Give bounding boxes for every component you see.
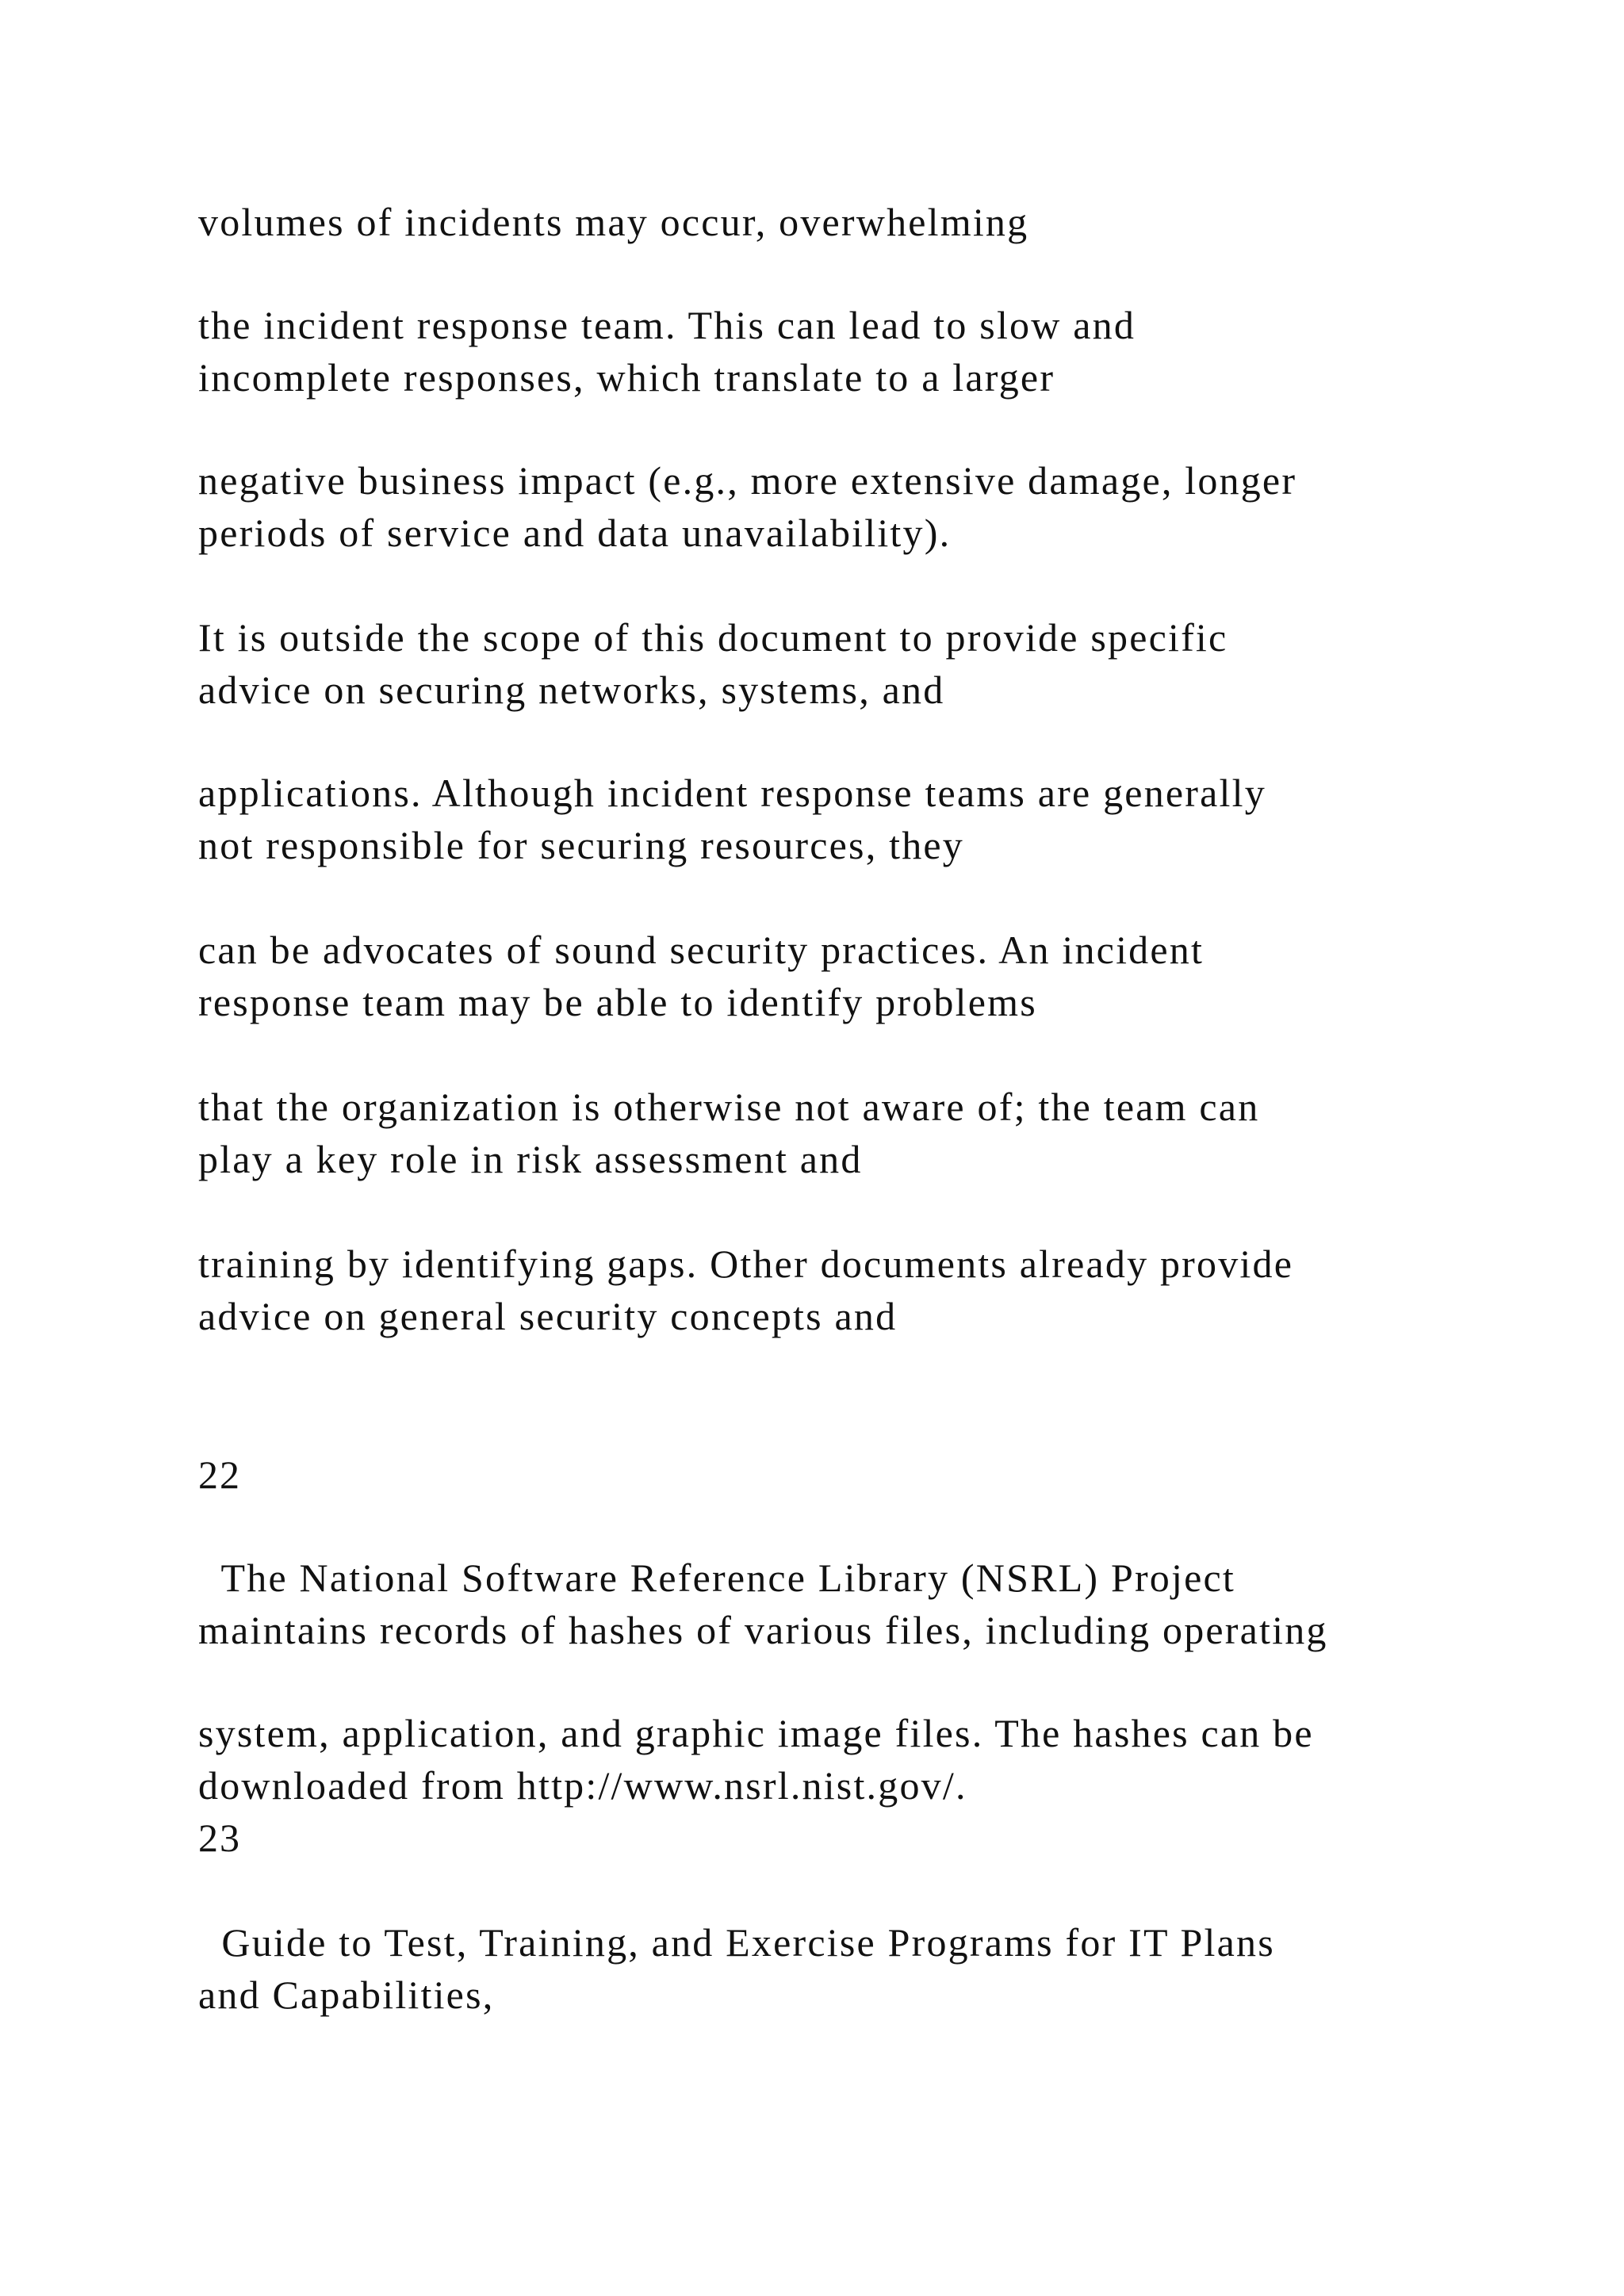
body-text-line: that the organization is otherwise not aware of; the team can [198, 1085, 1260, 1129]
body-text-line: advice on securing networks, systems, and [198, 668, 945, 712]
body-text-line: play a key role in risk assessment and [198, 1137, 863, 1181]
body-text-line: the incident response team. This can lead to slow and [198, 303, 1136, 347]
body-text-line: not responsible for securing resources, they [198, 823, 964, 867]
footnote-text-line: Guide to Test, Training, and Exercise Programs for IT Plans [198, 1920, 1275, 1965]
body-text-line: can be advocates of sound security practices. An incident [198, 928, 1205, 972]
body-text-line: It is outside the scope of this document to provide specific [198, 615, 1228, 660]
footnote-text-line: and Capabilities, [198, 1973, 495, 2017]
body-text-line: volumes of incidents may occur, overwhelming [198, 200, 1029, 244]
body-text-line: advice on general security concepts and [198, 1294, 898, 1338]
body-text-line: incomplete responses, which translate to a larger [198, 355, 1055, 400]
body-text-line: periods of service and data unavailability). [198, 511, 952, 555]
footnote-text-line: downloaded from http://www.nsrl.nist.gov/. [198, 1763, 967, 1808]
footnote-number: 22 [198, 1452, 241, 1497]
body-text-line: negative business impact (e.g., more extensive damage, longer [198, 458, 1297, 503]
footnote-text-line: maintains records of hashes of various files, including operating [198, 1608, 1328, 1652]
footnote-text-line: The National Software Reference Library (NSRL) Project [198, 1556, 1235, 1600]
body-text-line: applications. Although incident response teams are generally [198, 771, 1266, 815]
footnote-text-line: system, application, and graphic image files. The hashes can be [198, 1711, 1314, 1755]
body-text-line: training by identifying gaps. Other documents already provide [198, 1242, 1294, 1286]
body-text-line: response team may be able to identify problems [198, 980, 1037, 1024]
footnote-number: 23 [198, 1816, 241, 1860]
